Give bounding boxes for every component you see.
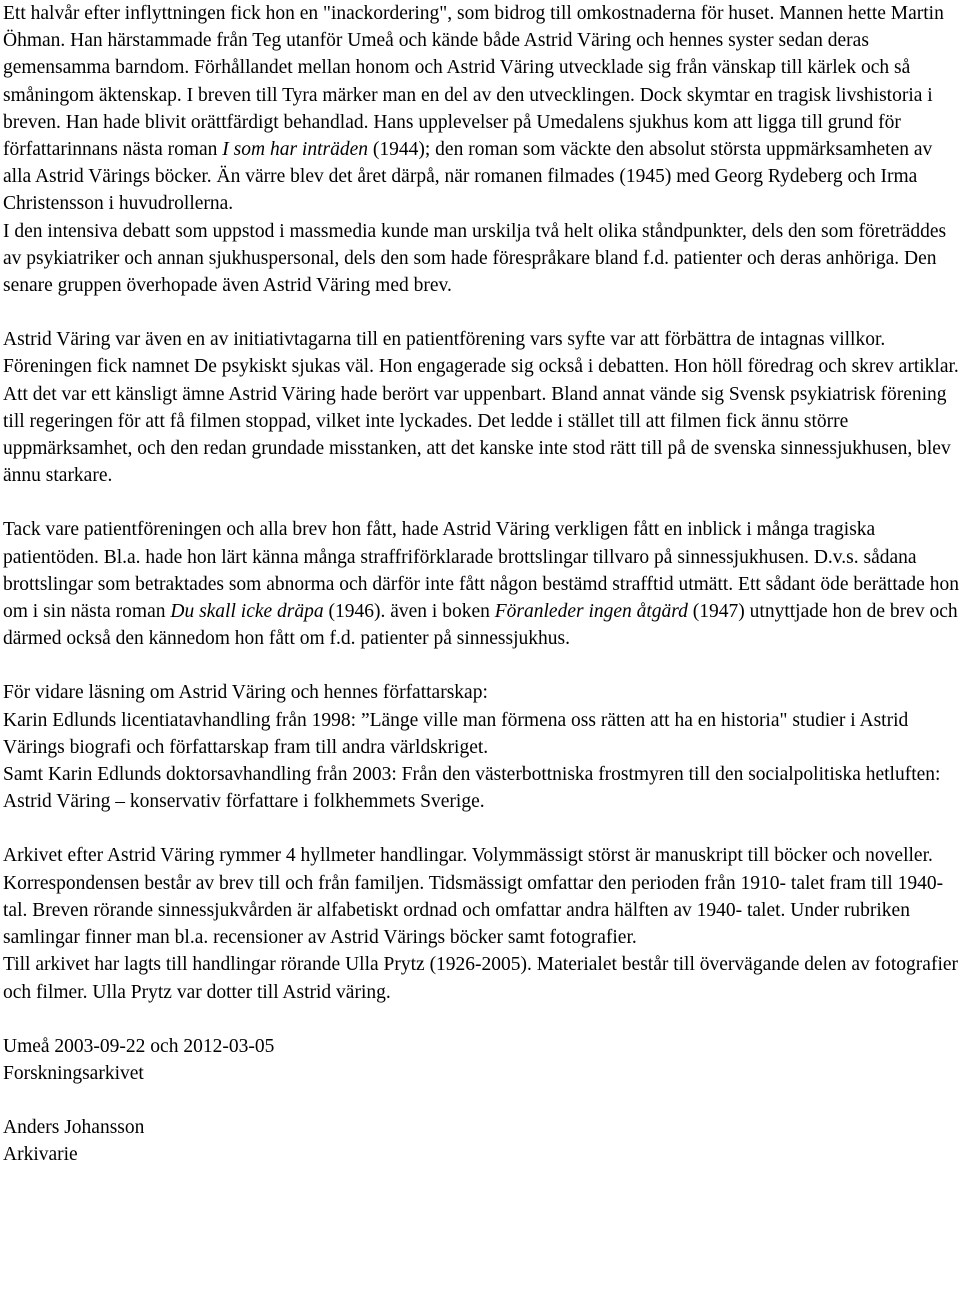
book-title: Du skall icke dräpa bbox=[170, 601, 324, 623]
paragraph-text: Ett halvår efter inflyttningen fick hon en "inackordering", som bidrog till omkostnaderna för huset. Mannen hette Martin Öhman. Han härstammade från Teg utanför Umeå och kände både Astrid Väring och hennes syster sedan deras gemensamma barndom. bbox=[3, 3, 944, 79]
book-title: Föranleder ingen åtgärd bbox=[494, 601, 688, 623]
further-reading-doctoral: Samt Karin Edlunds doktorsavhandling från 2003: Från den västerbottniska frostmyren till den socialpolitiska hetluften: Astrid Väring – konservativ författare i folkhemmets Sverige. bbox=[3, 764, 941, 813]
book-title: I som har inträden bbox=[222, 139, 369, 161]
paragraph-text: Tack vare patientföreningen och alla brev hon fått, hade Astrid Väring verkligen fått en inblick i många tragiska patientöden. Bl.a. hade hon lärt känna många straffriförklarade brottslingar tillvaro på sinnessjukhusen. D.v.s. sådana brottslingar som betraktades som abnorma och därför inte fått någon bestämd strafftid utmätt. Ett sådant öde berättade hon om i sin nästa roman bbox=[3, 519, 959, 623]
paragraph-text: (1947) utnyttjade hon de brev och därmed också den kännedom hon fått om f.d. patienter på sinnessjukhus. bbox=[3, 601, 958, 650]
paragraph-arkivet: Arkivet efter Astrid Väring rymmer 4 hyllmeter handlingar. Volymmässigt störst är manuskript till böcker och noveller. Korrespondensen består av brev till och från familjen. Tidsmässigt omfattar den perioden från 1910- talet fram till 1940- tal. Breven rörande sinnessjukvården är alfabetiskt ordnad och omfattar andra hälften av 1940- talet. Under rubriken samlingar finner man bl.a. recensioner av Astrid Värings böcker samt fotografier. bbox=[3, 845, 944, 949]
further-reading-heading: För vidare läsning om Astrid Väring och hennes författarskap: bbox=[3, 682, 488, 704]
signature-role: Arkivarie bbox=[3, 1144, 78, 1166]
paragraph-text: (1944); den roman som väckte den absolut största uppmärksamheten av alla Astrid Värings böcker. Än värre blev det året därpå, när romanen filmades (1945) med Georg Rydeberg och Irma Christensson i huvudrollerna. bbox=[3, 139, 933, 215]
paragraph-kansligt-amne: Att det var ett känsligt ämne Astrid Väring hade berört var uppenbart. Bland annat vände sig Svensk psykiatrisk förening till regeringen för att få filmen stoppad, vilket inte lyckades. Det ledde i stället till att filmen fick ännu större uppmärksamhet, och den redan grundade misstanken, att det kanske inte stod rätt till på de svenska sinnessjukhusen, blev ännu starkare. bbox=[3, 383, 951, 487]
paragraph-patientforening: Astrid Väring var även en av initiativtagarna till en patientförening vars syfte var att förbättra de intagnas villkor. Föreningen fick namnet De psykiskt sjukas väl. Hon engagerade sig också i debatten. Hon höll föredrag och skrev artiklar. bbox=[3, 329, 959, 378]
paragraph-inackordering bbox=[3, 0, 960, 218]
signature-organization: Forskningsarkivet bbox=[3, 1062, 144, 1084]
signature-block bbox=[3, 1033, 960, 1169]
signature-place-dates: Umeå 2003-09-22 och 2012-03-05 bbox=[3, 1035, 275, 1057]
paragraph-ulla-prytz: Till arkivet har lagts till handlingar rörande Ulla Prytz (1926-2005). Materialet består till övervägande delen av fotografier och filmer. Ulla Prytz var dotter till Astrid väring. bbox=[3, 954, 959, 1003]
paragraph-text: Förhållandet mellan honom och Astrid Väring utvecklade sig från vänskap till kärlek och så småningom äktenskap. I breven till Tyra märker man en del av den utvecklingen. Dock skymtar en tragisk livshistoria i breven. Han hade blivit orättfärdigt behandlad. bbox=[3, 57, 933, 133]
further-reading-licentiate: Karin Edlunds licentiatavhandling från 1998: ”Länge ville man förmena oss rätten att ha en historia" studier i Astrid Värings biografi och författarskap fram till andra världskriget. bbox=[3, 709, 909, 758]
paragraph-text: Hans upplevelser på Umedalens sjukhus kom att ligga till grund för författarinnans nästa roman bbox=[3, 111, 901, 161]
signature-name: Anders Johansson bbox=[3, 1117, 145, 1139]
document-page bbox=[3, 0, 960, 1169]
paragraph-text: (1946). även i boken bbox=[323, 601, 495, 623]
paragraph-debatt: I den intensiva debatt som uppstod i massmedia kunde man urskilja två helt olika ståndpunkter, dels den som företräddes av psykiatriker och annan sjukhuspersonal, dels den som hade förespråkare bland f.d. patienter och deras anhöriga. Den senare gruppen överhopade även Astrid Väring med brev. bbox=[3, 220, 947, 297]
paragraph-patientoden bbox=[3, 516, 960, 652]
